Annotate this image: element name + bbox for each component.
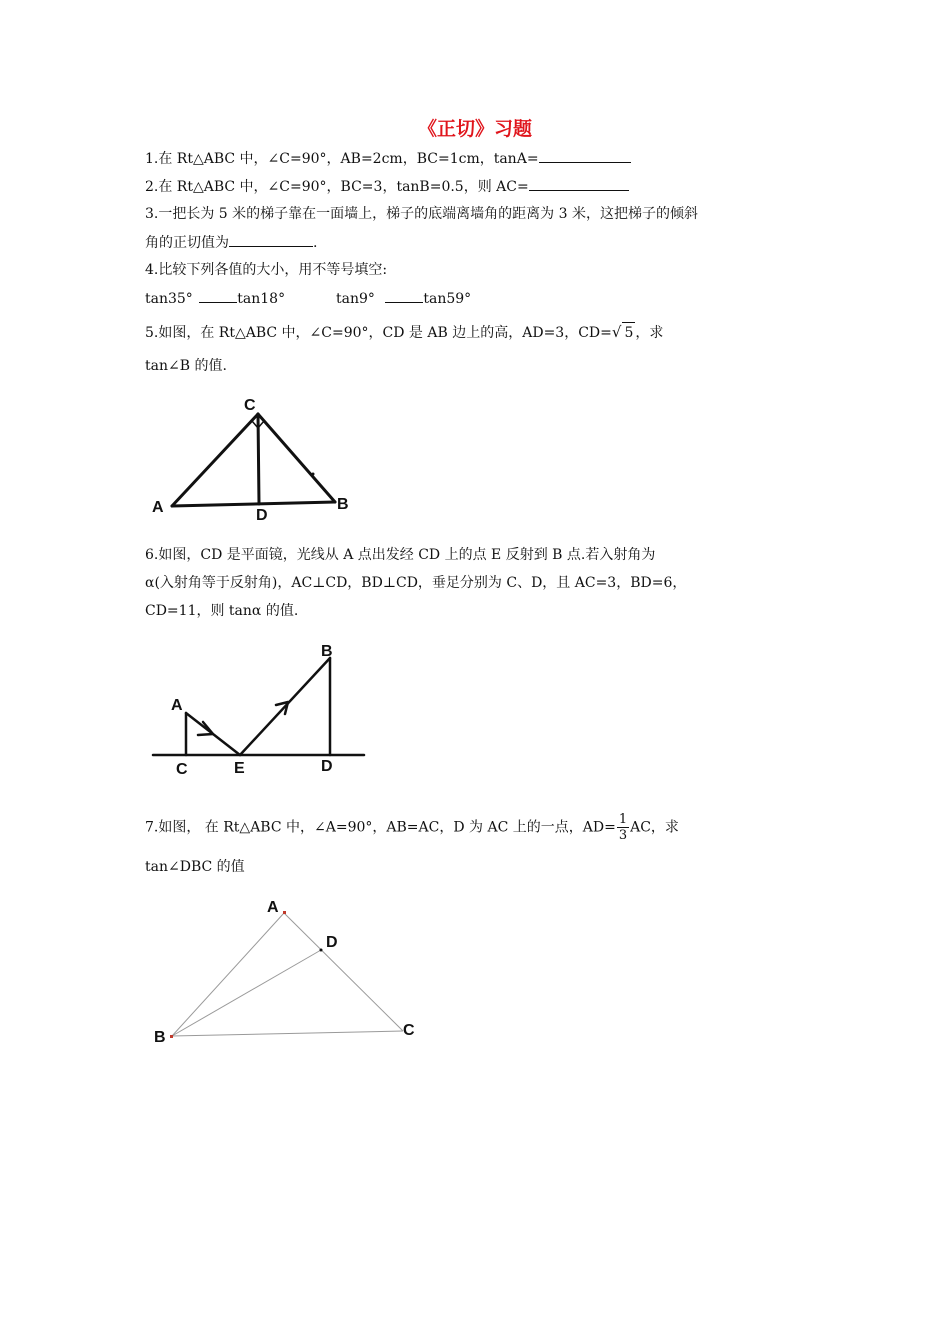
figure-6-mirror — [145, 635, 375, 780]
question-6-line-1: 6.如图，CD 是平面镜，光线从 A 点出发经 CD 上的点 E 反射到 B 点.若入射角为 — [145, 547, 656, 563]
point-mark — [312, 473, 315, 476]
answer-blank-4a[interactable] — [199, 288, 237, 303]
label-D: D — [256, 507, 268, 524]
segment-AB — [172, 502, 335, 506]
label-C: C — [244, 397, 256, 414]
label-E: E — [234, 760, 245, 777]
question-5-post: ，求 — [635, 325, 664, 341]
segment-AC — [284, 913, 403, 1031]
answer-blank-4b[interactable] — [385, 288, 423, 303]
question-3-text: 角的正切值为 — [145, 235, 229, 251]
segment-BD — [172, 950, 321, 1036]
q4-item1-b: tan18° — [237, 291, 286, 307]
question-6-line-3: CD=11，则 tanα 的值. — [145, 603, 299, 619]
label-B: B — [321, 643, 333, 660]
q4-item1-a: tan35° — [145, 291, 193, 307]
point-A — [283, 911, 286, 914]
point-B — [170, 1035, 173, 1038]
question-3-line-1: 3.一把长为 5 米的梯子靠在一面墙上，梯子的底端离墙角的距离为 3 米，这把梯子的倾斜 — [145, 206, 698, 222]
question-2-text: 2.在 Rt△ABC 中，∠C=90°，BC=3，tanB=0.5，则 AC= — [145, 179, 529, 195]
segment-AC — [172, 414, 258, 506]
question-6-line-2: α(入射角等于反射角)，AC⊥CD，BD⊥CD，垂足分别为 C、D，且 AC=3，BD=6， — [145, 575, 687, 591]
label-A: A — [267, 899, 279, 916]
q4-item2-b: tan59° — [423, 291, 472, 307]
page-title: 《正切》习题 — [417, 118, 532, 140]
label-A: A — [171, 697, 183, 714]
label-C: C — [403, 1022, 415, 1039]
answer-blank-1[interactable] — [539, 148, 631, 163]
question-5-line-1: 5.如图，在 Rt△ABC 中，∠C=90°，CD 是 AB 边上的高，AD=3，CD=√ 5 ，求 — [145, 323, 664, 341]
segment-CB — [258, 414, 335, 502]
sqrt-five: 5 — [622, 322, 635, 343]
fraction-numerator: 1 — [618, 812, 628, 827]
answer-blank-2[interactable] — [529, 176, 629, 191]
question-7-post: AC，求 — [630, 819, 679, 836]
figure-7-triangle — [145, 890, 435, 1050]
label-D: D — [326, 934, 338, 951]
label-D: D — [321, 758, 333, 775]
label-B: B — [154, 1029, 166, 1046]
fraction-denominator: 3 — [618, 828, 628, 843]
question-3-end: . — [313, 235, 318, 251]
question-2 — [145, 176, 629, 197]
label-A: A — [152, 499, 164, 516]
fraction-one-third — [617, 812, 629, 843]
question-4-line-1: 4.比较下列各值的大小，用不等号填空: — [145, 262, 388, 278]
question-1-text: 1.在 Rt△ABC 中，∠C=90°，AB=2cm，BC=1cm，tanA= — [145, 151, 539, 167]
question-5-text: 5.如图，在 Rt△ABC 中，∠C=90°，CD 是 AB 边上的高，AD=3，CD= — [145, 325, 612, 341]
label-B: B — [337, 496, 349, 513]
figure-5-triangle — [140, 390, 370, 525]
question-7-line-2: tan∠DBC 的值 — [145, 859, 245, 875]
question-7-text: 7.如图， 在 Rt△ABC 中，∠A=90°，AB=AC，D 为 AC 上的一点，AD= — [145, 819, 616, 836]
answer-blank-3[interactable] — [229, 232, 313, 247]
question-5-line-2: tan∠B 的值. — [145, 358, 227, 374]
question-3-line-2 — [145, 232, 317, 253]
question-4-line-2 — [145, 288, 471, 309]
ray-EB — [240, 658, 330, 755]
question-1 — [145, 148, 631, 169]
label-C: C — [176, 761, 188, 778]
point-D — [320, 949, 323, 952]
q4-item2-a: tan9° — [335, 291, 375, 307]
segment-BC — [172, 1031, 403, 1036]
segment-AB — [172, 913, 284, 1036]
question-7-line-1 — [145, 812, 679, 843]
